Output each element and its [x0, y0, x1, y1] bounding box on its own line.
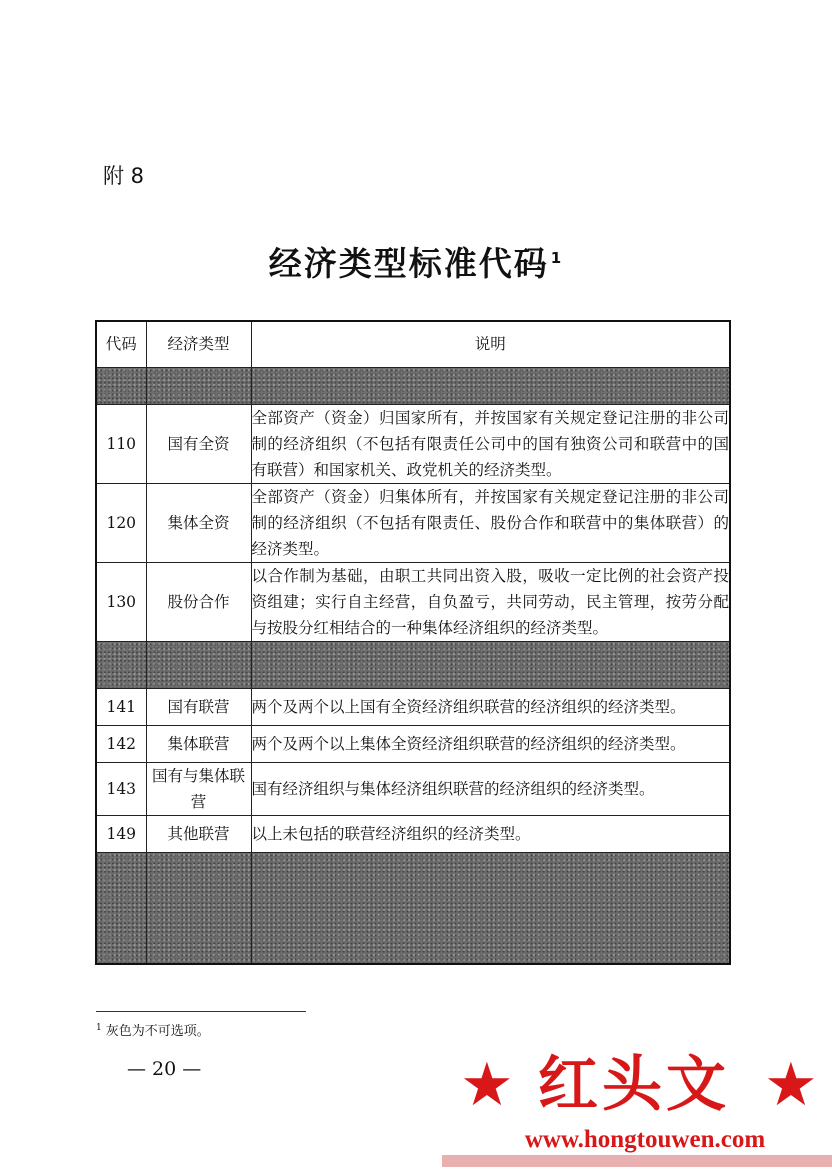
- cell-type: 国有与集体联营: [146, 762, 251, 815]
- cell-description: 两个及两个以上集体全资经济组织联营的经济组织的经济类型。: [251, 725, 730, 762]
- cell-code: 142: [96, 725, 146, 762]
- cell-description: 以上未包括的联营经济组织的经济类型。: [251, 815, 730, 852]
- economic-type-code-table: [95, 320, 731, 965]
- cell-code: 143: [96, 762, 146, 815]
- cell-type: 国有全资: [146, 404, 251, 483]
- table-header-row: [96, 321, 730, 367]
- cell-description: 国有经济组织与集体经济组织联营的经济组织的经济类型。: [251, 762, 730, 815]
- cell-description: 两个及两个以上国有全资经济组织联营的经济组织的经济类型。: [251, 688, 730, 725]
- page-number: — 20 —: [127, 1058, 202, 1080]
- cell-type: 其他联营: [146, 815, 251, 852]
- table-row-unselectable: [96, 641, 730, 688]
- cell-code: 110: [96, 404, 146, 483]
- footnote-divider: [96, 1011, 306, 1012]
- table-row: [96, 762, 730, 815]
- cell-description: 全部资产（资金）归集体所有，并按国家有关规定登记注册的非公司制的经济组织（不包括有限责任、股份合作和联营中的集体联营）的经济类型。: [251, 483, 730, 562]
- cell-description: [251, 852, 730, 964]
- footnote: [96, 1020, 210, 1039]
- star-icon-right: ★: [764, 1050, 818, 1120]
- cell-code: 120: [96, 483, 146, 562]
- cell-type: [146, 852, 251, 964]
- cell-code: 149: [96, 815, 146, 852]
- cell-type: 集体全资: [146, 483, 251, 562]
- cell-code: [96, 367, 146, 404]
- cell-code: [96, 641, 146, 688]
- table-row: [96, 562, 730, 641]
- cell-description: 全部资产（资金）归国家所有，并按国家有关规定登记注册的非公司制的经济组织（不包括有限责任公司中的国有独资公司和联营中的国有联营）和国家机关、政党机关的经济类型。: [251, 404, 730, 483]
- cell-code: [96, 852, 146, 964]
- table-row: [96, 404, 730, 483]
- watermark-url: www.hongtouwen.com: [524, 1126, 766, 1153]
- star-icon-left: ★: [460, 1050, 514, 1120]
- header-code: 代码: [96, 321, 146, 367]
- table-row: [96, 483, 730, 562]
- attachment-label: 附 8: [103, 164, 145, 188]
- footnote-text: 灰色为不可选项。: [105, 1024, 210, 1039]
- cell-code: 130: [96, 562, 146, 641]
- table-body: [96, 367, 730, 964]
- watermark-underline: [442, 1155, 832, 1167]
- table-row: [96, 688, 730, 725]
- page-title: [0, 238, 832, 285]
- cell-description: [251, 641, 730, 688]
- watermark: [458, 1048, 832, 1169]
- header-description: 说明: [251, 321, 730, 367]
- cell-code: 141: [96, 688, 146, 725]
- table-row-unselectable: [96, 852, 730, 964]
- header-type: 经济类型: [146, 321, 251, 367]
- title-text: 经济类型标准代码: [268, 244, 549, 283]
- table-row-unselectable: [96, 367, 730, 404]
- watermark-logo: [458, 1048, 832, 1120]
- table-row: [96, 815, 730, 852]
- footnote-mark: 1: [96, 1022, 102, 1033]
- cell-type: [146, 641, 251, 688]
- cell-description: [251, 367, 730, 404]
- cell-description: 以合作制为基础，由职工共同出资入股，吸收一定比例的社会资产投资组建；实行自主经营，自负盈亏，共同劳动，民主管理，按劳分配与按股分红相结合的一种集体经济组织的经济类型。: [251, 562, 730, 641]
- cell-type: [146, 367, 251, 404]
- cell-type: 股份合作: [146, 562, 251, 641]
- cell-type: 集体联营: [146, 725, 251, 762]
- watermark-text: 红头文: [538, 1050, 730, 1120]
- cell-type: 国有联营: [146, 688, 251, 725]
- table-row: [96, 725, 730, 762]
- title-footnote-mark: 1: [550, 249, 564, 267]
